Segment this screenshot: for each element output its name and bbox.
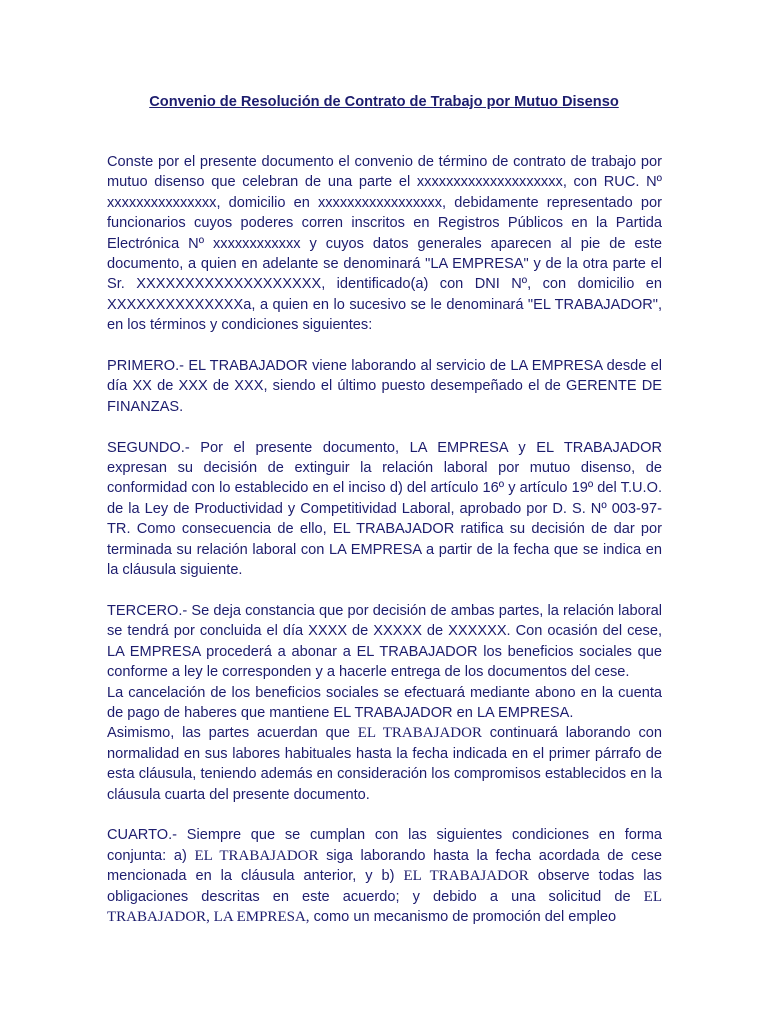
- text-run: Asimismo, las partes acuerdan que: [107, 725, 358, 742]
- clause-primero: PRIMERO.- EL TRABAJADOR viene laborando al servicio de LA EMPRESA desde el día XX de XXX de XXX, siendo el último puesto desempeñado el de GERENTE DE FINANZAS.: [107, 358, 662, 415]
- document-body: [107, 152, 662, 948]
- text-run: como un mecanismo de promoción del empleo: [309, 908, 617, 925]
- text-run: observe todas las obligaciones descritas en este acuerdo; y debido a una solicitud de: [107, 868, 662, 905]
- text-run-serif: EL TRABAJADOR: [194, 847, 319, 864]
- clause-tercero-payment: La cancelación de los beneficios sociales se efectuará mediante abono en la cuenta de pago de haberes que mantiene EL TRABAJADOR en LA EMPRESA.: [107, 684, 662, 721]
- clause-segundo: SEGUNDO.- Por el presente documento, LA EMPRESA y EL TRABAJADOR expresan su decisión de extinguir la relación laboral por mutuo disenso, de conformidad con lo establecido en el inciso d) del artículo 16º y artículo 19º del T.U.O. de la Ley de Productividad y Competitividad Laboral, aprobado por D. S. Nº 003-97-TR. Como consecuencia de ello, EL TRABAJADOR ratifica su decisión de dar por terminada su relación laboral con LA EMPRESA a partir de la fecha que se indica en la cláusula siguiente.: [107, 439, 662, 579]
- text-run: siga laborando hasta la fecha acordada de cese mencionada en la cláusula anterior, y b): [107, 847, 662, 885]
- intro-paragraph: Conste por el presente documento el convenio de término de contrato de trabajo por mutuo disenso que celebran de una parte el xxxxxxxxxxxxxxxxxxxx, con RUC. Nº xxxxxxxxxxxxxxx, domicilio en xxxxxxxxxxxxxxxxx, debidamente representado por funcionarios cuyos poderes corren inscritos en Registros Públicos en la Partida Electrónica Nº xxxxxxxxxxxx y cuyos datos generales aparecen al pie de este documento, a quien en adelante se denominará "LA EMPRESA" y de la otra parte el Sr. XXXXXXXXXXXXXXXXXXX, identificado(a) con DNI Nº, con domicilio en XXXXXXXXXXXXXXa, a quien en lo sucesivo se le denominará "EL TRABAJADOR", en los términos y condiciones siguientes:: [107, 154, 662, 334]
- clause-tercero-continuation: [107, 723, 662, 805]
- text-run: CUARTO.- Siempre que se cumplan con las siguientes condiciones en forma conjunta: a): [107, 827, 662, 864]
- clause-cuarto: [107, 825, 662, 927]
- clause-tercero: TERCERO.- Se deja constancia que por decisión de ambas partes, la relación laboral se tendrá por concluida el día XXXX de XXXXX de XXXXXX. Con ocasión del cese, LA EMPRESA procederá a abonar a EL TRABAJADOR los beneficios sociales que conforme a ley le corresponden y a hacerle entrega de los documentos del cese.: [107, 602, 662, 681]
- text-run: continuará laborando con normalidad en sus labores habituales hasta la fecha indicada en el primer párrafo de esta cláusula, teniendo además en consideración los compromisos establecidos en la cláusula cuarta del presente documento.: [107, 725, 662, 803]
- document-title: Convenio de Resolución de Contrato de Trabajo por Mutuo Disenso: [149, 94, 619, 110]
- text-run-serif: EL TRABAJADOR: [357, 725, 482, 742]
- text-run-serif: EL TRABAJADOR: [403, 868, 529, 885]
- text-run-serif: EL TRABAJADOR, LA EMPRESA,: [107, 888, 662, 925]
